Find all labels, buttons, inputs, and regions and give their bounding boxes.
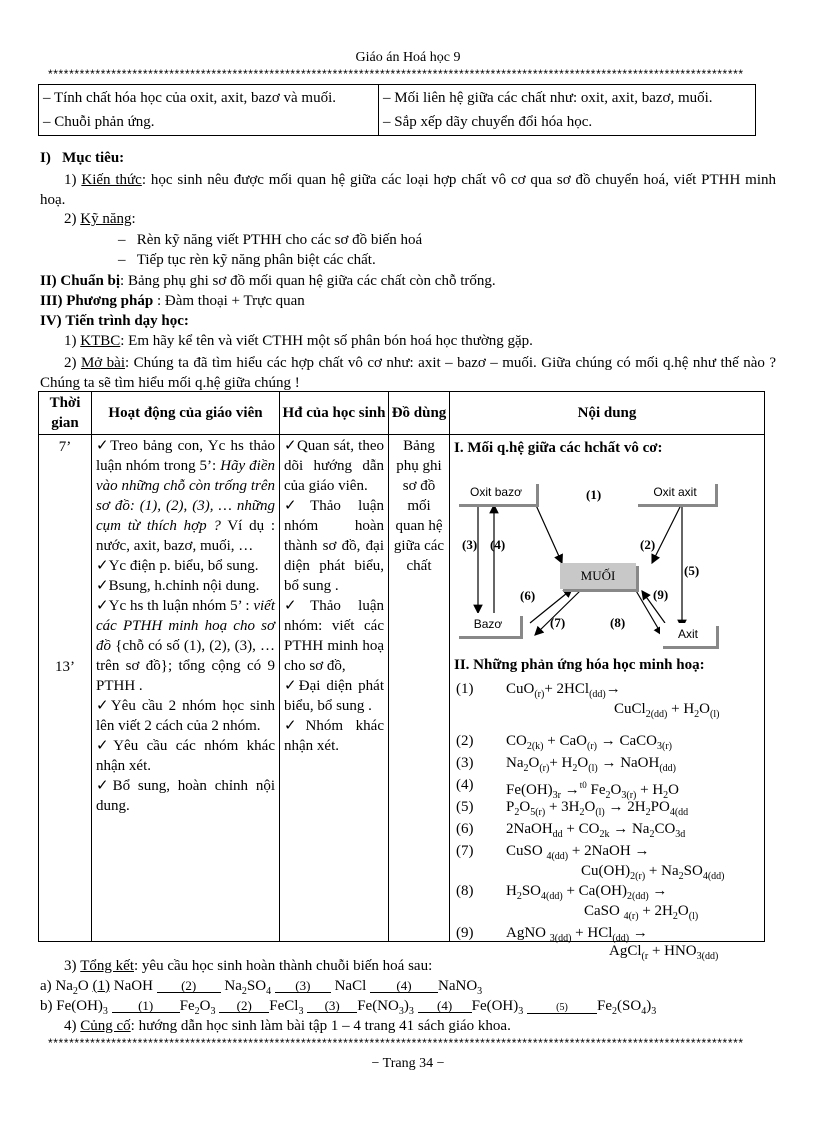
lesson-plan-table (38, 391, 765, 962)
student-activity-cell (280, 435, 389, 942)
skills-heading: 2) Kỹ năng: (64, 211, 136, 227)
gv-item-2: ✓ Yc điện p. biểu, bổ sung. (96, 556, 275, 576)
diagram-label-7: (7) (550, 615, 566, 630)
header-content: Nội dung (450, 392, 765, 435)
diagram-label-4: (4) (490, 537, 506, 552)
box-bazo: Bazơ (456, 613, 520, 636)
diagram-label-8: (8) (610, 615, 626, 630)
teacher-activity-cell (92, 435, 280, 942)
star-divider-top: ************************************************************************************************************************************ (48, 67, 744, 81)
star-divider-bottom: ************************************************************************************************************************************ (48, 1036, 744, 1050)
tongket-line: 3) Tổng kết: yêu cầu học sinh hoàn thành chuỗi biến hoá sau: (64, 958, 433, 974)
gv-item-4: ✓ Yc hs th luận nhóm 5’ : viết các PTHH minh hoạ cho sơ đồ {chỗ có số (1), (2), (3), … trên sơ đồ}; tổng cộng có 9 PTHH . (96, 596, 275, 696)
content-title-1: I. Mối q.hệ giữa các hchất vô cơ: (454, 440, 663, 456)
box-axit: Axit (660, 623, 716, 646)
top-left-line-1: – Tính chất hóa học của oxit, axit, bazơ và muối. (43, 90, 336, 106)
header-teacher-activity: Hoạt động của giáo viên (92, 392, 280, 435)
gv-item-5: ✓ Yêu cầu 2 nhóm học sinh lên viết 2 cách của 2 nhóm. (96, 696, 275, 736)
gv-item-1: ✓ Treo bảng con, Yc hs thảo luận nhóm trong 5’: Hãy điền vào những chỗ còn trống trên sơ đồ: (1), (2), (3), … những cụm từ thích hợp ? Ví dụ : nước, axit, bazơ, muối, … (96, 436, 275, 556)
content-title-2: II. Những phản ứng hóa học minh hoạ: (454, 657, 705, 673)
page-number: − Trang 34 − (371, 1056, 445, 1071)
hs-item-5: ✓ Nhóm khác nhận xét. (284, 716, 384, 756)
hs-item-3: ✓ Thảo luận nhóm: viết các PTHH minh hoạ cho sơ đồ, (284, 596, 384, 676)
diagram-label-3: (3) (462, 537, 478, 552)
section-3-line: III) Phương pháp : Đàm thoại + Trực quan (40, 293, 305, 309)
gv-item-7: ✓ Bổ sung, hoàn chỉnh nội dung. (96, 776, 275, 816)
gv-item-3: ✓ Bsung, h.chỉnh nội dung. (96, 576, 275, 596)
top-table-left-cell (39, 85, 379, 136)
page-header-title: Giáo án Hoá học 9 (355, 50, 461, 65)
diagram-label-5: (5) (684, 563, 700, 578)
materials-cell (389, 435, 450, 942)
time-cell (39, 435, 92, 942)
chain-b: b) $Fe(OH)_3$ (1) $Fe_2O_3$ (2) FeCl$_3$ (3) $Fe(NO_3)_3$ (4) $Fe(OH)_3$ (5) $Fe_2(SO_4)_3$ (40, 998, 657, 1017)
gv-item-6: ✓ Yêu cầu các nhóm khác nhận xét. (96, 736, 275, 776)
time-first: 7’ (58, 439, 72, 455)
diagram-label-2: (2) (640, 537, 656, 552)
chain-a: a) $Na_2O$ (1) NaOH (2) $Na_2SO_4$ (3) NaCl (4) NaNO$_3$ (40, 978, 483, 997)
hs-item-4: ✓ Đại diện phát biểu, bổ sung . (284, 676, 384, 716)
knowledge-paragraph: 1) Kiến thức: học sinh nêu được mối quan hệ giữa các loại hợp chất vô cơ qua sơ đồ chuyển hoá, viết PTHH minh hoạ. (40, 172, 776, 208)
top-right-line-1: – Mối liên hệ giữa các chất như: oxit, axit, bazơ, muối. (383, 90, 713, 106)
materials-text: Bảng phụ ghi sơ đồ mối quan hệ giữa các chất (393, 438, 445, 574)
hs-item-1: ✓ Quan sát, theo dõi hướng dẫn của giáo viên. (284, 436, 384, 496)
time-second: 13’ (55, 659, 75, 675)
skills-item-1: – Rèn kỹ năng viết PTHH cho các sơ đồ biến hoá (118, 232, 423, 248)
diagram-label-9: (9) (653, 587, 669, 602)
relationship-diagram (450, 463, 765, 663)
box-oxit-axit: Oxit axit (635, 481, 715, 504)
hs-item-2: ✓ Thảo luận nhóm hoàn thành sơ đồ, đại diện phát biểu, bổ sung . (284, 496, 384, 596)
skills-item-2: – Tiếp tục rèn kỹ năng phân biệt các chất. (118, 252, 376, 268)
mo-bai-paragraph: 2) Mở bài: Chúng ta đã tìm hiểu các hợp chất vô cơ như: axit – bazơ – muối. Giữa chúng có mối q.hệ như thế nào ? Chúng ta sẽ tìm hiểu mối q.hệ giữa chúng ! (40, 355, 776, 391)
diagram-label-1: (1) (586, 487, 602, 502)
ktbc-line: 1) KTBC: Em hãy kể tên và viết CTHH một số phân bón hoá học thường gặp. (64, 333, 533, 349)
section-2-line: II) Chuẩn bị: Bảng phụ ghi sơ đồ mối quan hệ giữa các chất còn chỗ trống. (40, 273, 496, 289)
box-muoi: MUỐI (560, 563, 636, 589)
content-cell: I. Mối q.hệ giữa các hchất vô cơ: Oxit bazơ Oxit axit MUỐI Bazơ Axit (1) (2) (3) (4) (5) (6) (7) (8) (9) II. Những phản ứng hóa học minh hoạ: (1) CuO$_{(r)}$+ 2HCl$_{(dd)}$→ CuCl$_{2(dd)}$ + $H_2O_{(l)}$ (2) $CO_{2(k)} + CaO_{(r)}$ → CaCO$_{3(r)}$ (3) $Na_2O_{(r)}+ H_2O_{(l)}$ → NaOH$_{(dd)}$ (4) $Fe(OH)_{3r} \to^{t0}$ $Fe_2O_{3(r)} + H_2O$ (5) $P_2O_{5(r)} + 3H_2O_{(l)} \to 2H_2PO_{4(dd}$ (6) 2NaOH$_{dd}$ + $CO_{2k} \to Na_2CO_{3d}$ (7) CuSO $_{4(dd)}$ + 2NaOH → $Cu(OH)_{2(r)} + Na_2SO_{4(dd)}$ (8) $H_2SO_{4(dd)} + Ca(OH)_{2(dd)}$ → CaSO $_{4(r)} + 2H_2O_{(l)}$ (9) AgNO $_{3(dd)}$ + HCl$_{(dd)}$ → AgCl$_{(r}$ + $HNO_{3(dd)}$ (450, 435, 765, 942)
header-materials: Đồ dùng (389, 392, 450, 435)
cungco-line: 4) Củng cố: hướng dẫn học sinh làm bài tập 1 – 4 trang 41 sách giáo khoa. (64, 1018, 511, 1034)
top-summary-table (38, 84, 756, 136)
header-student-activity: Hđ của học sinh (280, 392, 389, 435)
top-left-line-2: – Chuỗi phản ứng. (43, 114, 155, 130)
top-table-right-cell (379, 85, 756, 136)
section-1-heading: I) Mục tiêu: (40, 150, 125, 166)
section-4-heading: IV) Tiến trình dạy học: (40, 313, 189, 329)
header-time: Thời gian (39, 392, 92, 435)
top-right-line-2: – Sắp xếp dãy chuyển đổi hóa học. (383, 114, 593, 130)
diagram-label-6: (6) (520, 588, 536, 603)
box-oxit-bazo: Oxit bazơ (456, 481, 536, 504)
